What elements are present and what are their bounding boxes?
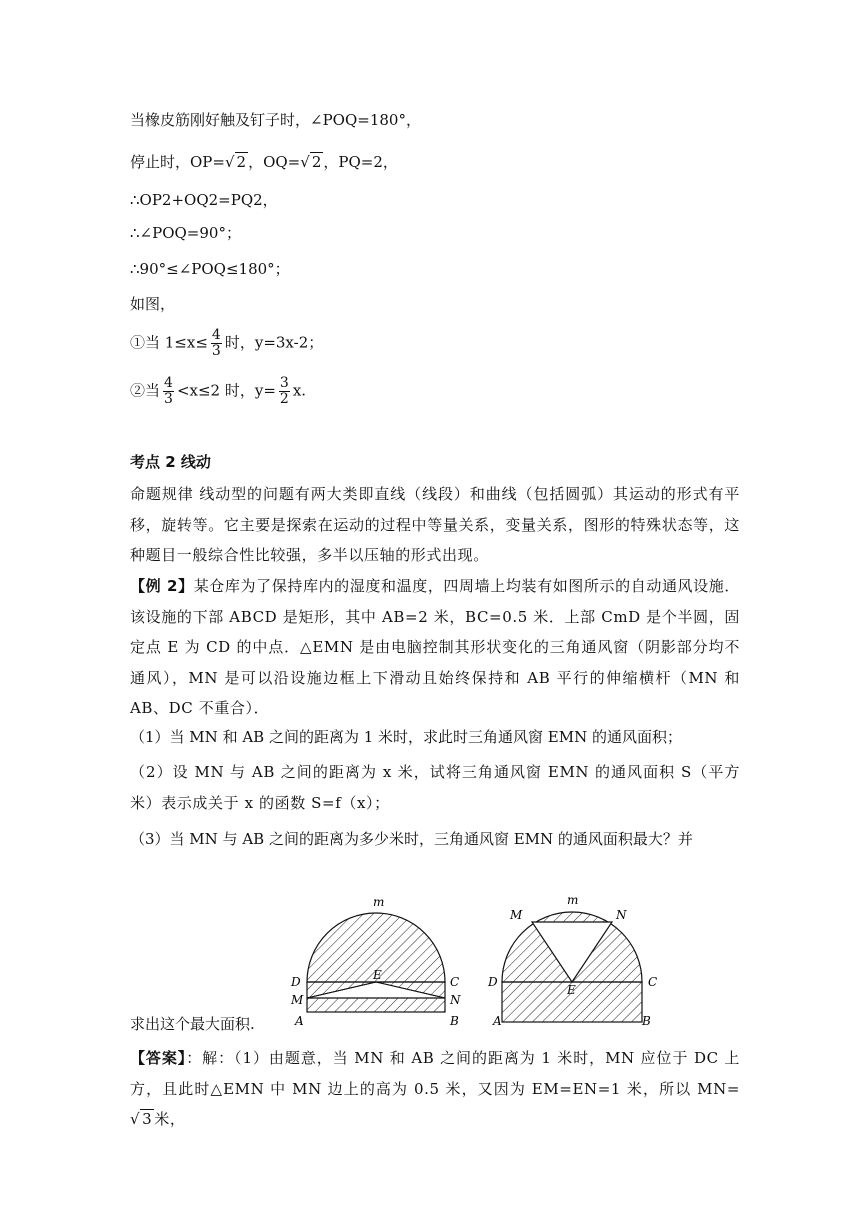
fraction (279, 376, 290, 407)
fraction-denominator: 2 (279, 391, 289, 407)
section-heading: 考点 2 线动 (130, 453, 211, 471)
text-line-1: 当橡皮筋刚好触及钉子时，∠POQ=180°， (130, 111, 421, 129)
text-line-5: ∴90°≤∠POQ≤180°； (130, 260, 290, 278)
text-segment: ②当 (130, 381, 161, 400)
fraction (211, 328, 222, 359)
text-segment: <x≤2 时，y= (176, 381, 276, 400)
text-segment: ①当 1≤x≤ (130, 333, 208, 352)
fraction-numerator: 4 (164, 375, 173, 391)
text-line-6: 如图， (130, 295, 176, 313)
fraction-denominator: 3 (164, 391, 173, 407)
fraction-numerator: 4 (211, 327, 221, 343)
right-diagram (487, 893, 657, 1028)
left-label-m: m (373, 895, 385, 909)
right-label-c: C (648, 975, 658, 989)
text-line-8 (130, 376, 306, 407)
sqrt-radicand: 3 (142, 1110, 153, 1128)
question-3: （3）当 MN 与 AB 之间的距离为多少米时，三角通风窗 EMN 的通风面积最大？并 (130, 830, 693, 848)
ventilation-figure (280, 888, 680, 1038)
answer-paragraph (130, 1043, 740, 1135)
left-label-d: D (291, 975, 301, 989)
right-label-d: D (488, 975, 498, 989)
text-line-3: ∴OP2+OQ2=PQ2， (130, 191, 278, 209)
sqrt-expression: √ 3 (130, 1110, 153, 1128)
example-label: 【例 2】 (130, 577, 194, 595)
text-segment: x. (292, 381, 307, 400)
text-segment: 时，y=3x-2； (224, 333, 324, 352)
example-text: 某仓库为了保持库内的湿度和温度，四周墙上均装有如图所示的自动通风设施．该设施的下部 ABCD 是矩形，其中 AB=2 米，BC=0.5 米．上部 CmD 是个半圆，固定点 E 为 CD 的中点．△EMN 是由电脑控制其形状变化的三角通风窗（阴影部分均不通风），MN 是可以沿设施边框上下滑动且始终保持和 AB 平行的伸缩横杆（MN 和 AB、DC 不重合）． (130, 577, 740, 717)
left-label-b: B (450, 1014, 459, 1028)
text-line-4: ∴∠POQ=90°； (130, 224, 241, 242)
fraction (163, 376, 174, 407)
text-line-7 (130, 328, 323, 359)
fraction-numerator: 3 (279, 375, 289, 391)
question-2: （2）设 MN 与 AB 之间的距离为 x 米，试将三角通风窗 EMN 的通风面积 S（平方米）表示成关于 x 的函数 S=f（x）； (130, 763, 740, 812)
text-line-2 (130, 151, 398, 173)
answer-text-end: 米， (154, 1110, 186, 1128)
text-segment: ，PQ=2， (323, 153, 398, 171)
fraction-denominator: 3 (211, 343, 221, 359)
right-label-e: E (567, 983, 576, 997)
example-paragraph (130, 571, 740, 724)
sqrt-expression: √ 2 (224, 153, 247, 171)
left-diagram (290, 895, 461, 1028)
left-label-m-point: M (291, 993, 304, 1007)
rule-paragraph: 命题规律 线动型的问题有两大类即直线（线段）和曲线（包括圆弧）其运动的形式有平移，旋转等。它主要是探索在运动的过程中等量关系，变量关系，图形的特殊状态等，这种题目一般综合性比较强，多半以压轴的形式出现。 (130, 485, 740, 564)
right-label-b: B (642, 1014, 651, 1028)
left-shaded-region (307, 998, 445, 1012)
left-label-e: E (373, 968, 382, 982)
right-label-a: A (493, 1014, 502, 1028)
sqrt-expression: √ 2 (300, 153, 322, 171)
answer-label: 【答案】 (130, 1049, 187, 1067)
left-label-c: C (450, 975, 460, 989)
left-label-n: N (450, 993, 461, 1007)
question-1: （1）当 MN 和 AB 之间的距离为 1 米时，求此时三角通风窗 EMN 的通风面积； (130, 728, 683, 746)
left-label-a: A (295, 1014, 304, 1028)
right-label-m: m (567, 893, 579, 907)
right-label-m-point: M (510, 908, 523, 922)
text-segment: ，OQ= (248, 153, 301, 171)
text-segment: 停止时，OP= (130, 153, 225, 171)
right-label-n: N (616, 908, 627, 922)
answer-text: ：解：（1）由题意，当 MN 和 AB 之间的距离为 1 米时，MN 应位于 DC 上方，且此时△EMN 中 MN 边上的高为 0.5 米，又因为 EM=EN=1 米，所以 MN= (130, 1049, 740, 1098)
question-3-end: 求出这个最大面积. (130, 1015, 255, 1033)
sqrt-radicand: 2 (236, 153, 247, 171)
sqrt-radicand: 2 (311, 153, 322, 171)
